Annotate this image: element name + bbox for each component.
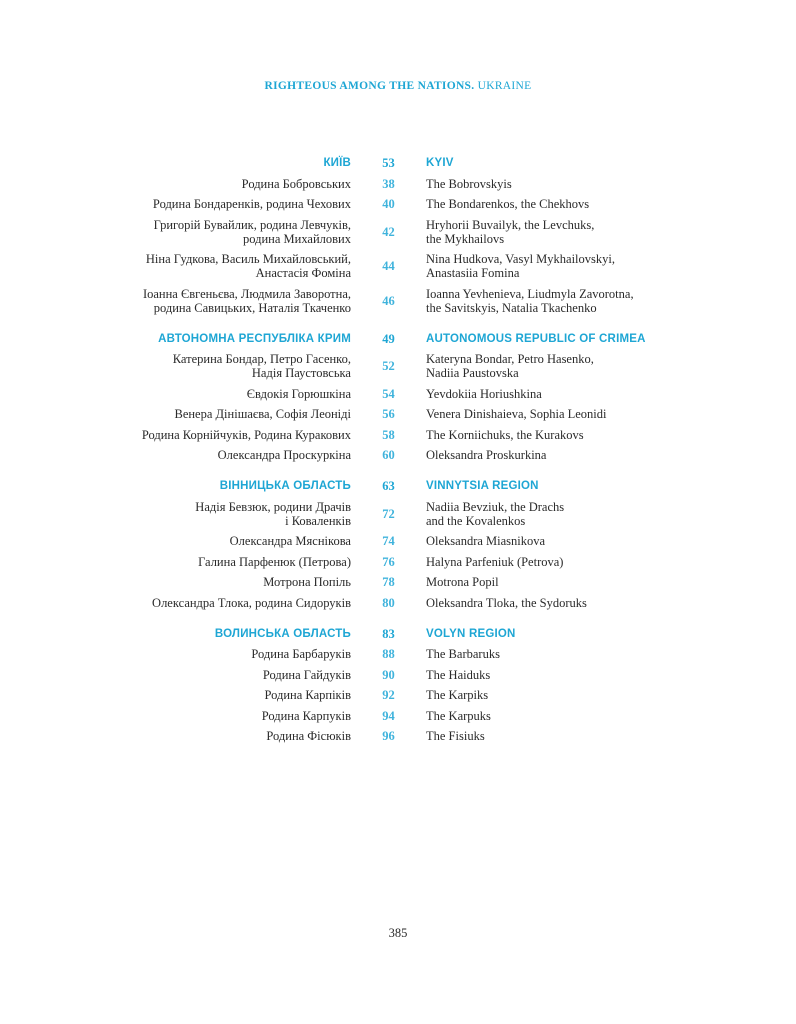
- entry-title-ua: [0, 448, 351, 462]
- entry-line-en: Nadiia Paustovska: [426, 366, 519, 380]
- entry-line-en: The Bondarenkos, the Chekhovs: [426, 197, 590, 211]
- entry-title-ua: [0, 596, 351, 610]
- entry-title-ua: [0, 555, 351, 569]
- entry-title-ua: [0, 287, 351, 315]
- section-title-ua: АВТОНОМНА РЕСПУБЛІКА КРИМ: [158, 332, 351, 345]
- folio-page-number: 385: [388, 926, 408, 940]
- toc-entry[interactable]: [0, 647, 796, 661]
- entry-line-ua: і Коваленків: [285, 513, 351, 528]
- section-heading[interactable]: [0, 479, 796, 493]
- entry-line-en: The Barbaruks: [426, 647, 500, 661]
- entry-line-en: The Korniichuks, the Kurakovs: [426, 427, 584, 442]
- header-title-regular: UKRAINE: [477, 80, 532, 92]
- entry-line-en: Kateryna Bondar, Petro Hasenko,: [426, 352, 594, 366]
- entry-title-en: [426, 448, 726, 462]
- toc-entry[interactable]: [0, 197, 796, 211]
- entry-title-ua: [0, 688, 351, 702]
- entry-page-number: 40: [382, 197, 395, 211]
- toc-entry[interactable]: [0, 387, 796, 401]
- entry-title-ua: [0, 668, 351, 682]
- toc-entry[interactable]: [0, 500, 796, 528]
- entry-page-number: 46: [382, 293, 395, 308]
- entry-title-en: [426, 647, 726, 661]
- toc-section: [0, 479, 796, 610]
- toc-entry[interactable]: [0, 352, 796, 380]
- toc-section: [0, 156, 796, 315]
- entry-title-ua: [0, 534, 351, 548]
- entry-title-en: [426, 352, 726, 380]
- entry-line-en: Nina Hudkova, Vasyl Mykhailovskyi,: [426, 252, 615, 266]
- entry-title-ua: [0, 218, 351, 246]
- entry-line-ua: Надія Паустовська: [251, 366, 351, 380]
- entry-title-en: [426, 688, 726, 702]
- entry-title-en: [426, 218, 726, 246]
- entry-line-en: Anastasiia Fomina: [426, 266, 520, 280]
- entry-title-ua: [0, 352, 351, 380]
- entry-page-number: 56: [382, 407, 395, 421]
- entry-title-en: [426, 252, 726, 280]
- entry-line-en: Hryhorii Buvailyk, the Levchuks,: [426, 217, 595, 232]
- section-page-number: 49: [382, 331, 395, 346]
- toc-entry[interactable]: [0, 407, 796, 421]
- entry-title-ua: [0, 252, 351, 280]
- entry-line-ua: Григорій Бувайлик, родина Левчуків,: [153, 217, 351, 232]
- toc-section: [0, 627, 796, 744]
- entry-line-en: The Haiduks: [426, 667, 491, 682]
- toc-entry[interactable]: [0, 448, 796, 462]
- entry-line-en: The Fisiuks: [426, 729, 485, 743]
- entry-line-en: Oleksandra Miasnikova: [426, 534, 546, 548]
- entry-title-ua: [0, 177, 351, 191]
- entry-title-en: [426, 197, 726, 211]
- entry-page-number: 38: [382, 176, 395, 191]
- entry-title-en: [426, 534, 726, 548]
- section-title-ua: ВІННИЦЬКА ОБЛАСТЬ: [219, 480, 351, 492]
- entry-line-ua: Євдокія Горюшкіна: [246, 386, 351, 401]
- toc-entry[interactable]: [0, 534, 796, 548]
- section-title-en: VOLYN REGION: [426, 627, 516, 640]
- entry-line-ua: Родина Карпуків: [261, 708, 351, 723]
- entry-title-en: [426, 500, 726, 528]
- entry-line-en: Oleksandra Tloka, the Sydoruks: [426, 595, 587, 610]
- entry-line-ua: Родина Гайдуків: [262, 667, 351, 682]
- entry-line-ua: Надія Бевзюк, родини Драчів: [195, 499, 351, 514]
- entry-title-ua: [0, 729, 351, 743]
- entry-title-en: [426, 555, 726, 569]
- entry-line-ua: Олександра Тлока, родина Сидоруків: [152, 595, 351, 610]
- entry-page-number: 58: [382, 427, 395, 442]
- entry-page-number: 54: [382, 386, 395, 401]
- entry-title-ua: [0, 387, 351, 401]
- entry-title-en: [426, 428, 726, 442]
- entry-line-ua: Олександра Мяснікова: [229, 534, 351, 548]
- section-heading[interactable]: [0, 156, 796, 170]
- entry-title-en: [426, 729, 726, 743]
- toc-entry[interactable]: [0, 729, 796, 743]
- entry-page-number: 42: [382, 224, 395, 239]
- entry-page-number: 80: [382, 595, 395, 610]
- section-title-en: VINNYTSIA REGION: [426, 480, 539, 492]
- entry-line-en: Venera Dinishaieva, Sophia Leonidi: [426, 407, 607, 421]
- section-page-number: 83: [382, 626, 395, 641]
- entry-line-ua: Венера Дінішаєва, Софія Леоніді: [174, 407, 351, 421]
- entry-title-ua: [0, 575, 351, 589]
- entry-line-ua: Анастасія Фоміна: [255, 266, 351, 280]
- entry-line-ua: Олександра Проскуркіна: [217, 448, 351, 462]
- entry-title-en: [426, 709, 726, 723]
- toc-entry[interactable]: [0, 688, 796, 702]
- entry-line-ua: Мотрона Попіль: [263, 575, 351, 589]
- running-header: [0, 80, 796, 92]
- entry-line-ua: Родина Фісюків: [266, 729, 351, 743]
- entry-title-ua: [0, 197, 351, 211]
- entry-title-en: [426, 287, 726, 315]
- toc-entry[interactable]: [0, 575, 796, 589]
- entry-line-ua: Родина Карпіків: [264, 688, 351, 702]
- entry-line-ua: Родина Корнійчуків, Родина Куракових: [141, 427, 351, 442]
- entry-page-number: 52: [382, 359, 395, 373]
- entry-line-en: The Karpuks: [426, 708, 491, 723]
- entry-page-number: 88: [382, 647, 395, 661]
- entry-title-ua: [0, 647, 351, 661]
- entry-title-ua: [0, 407, 351, 421]
- entry-line-ua: Іоанна Євгеньєва, Людмила Заворотна,: [142, 286, 351, 301]
- section-title-ua: ВОЛИНСЬКА ОБЛАСТЬ: [214, 627, 351, 640]
- section-page-number: 63: [382, 479, 395, 493]
- toc-entry[interactable]: [0, 428, 796, 442]
- entry-page-number: 60: [382, 448, 395, 462]
- entry-line-en: the Mykhailovs: [426, 231, 505, 246]
- entry-page-number: 44: [382, 259, 395, 273]
- entry-title-en: [426, 575, 726, 589]
- entry-line-en: Halyna Parfeniuk (Petrova): [426, 554, 564, 569]
- section-title-ua: КИЇВ: [323, 157, 351, 169]
- entry-page-number: 92: [382, 688, 395, 702]
- entry-title-en: [426, 596, 726, 610]
- section-title-en: KYIV: [426, 157, 454, 169]
- entry-line-en: and the Kovalenkos: [426, 513, 526, 528]
- entry-line-en: Nadiia Bevziuk, the Drachs: [426, 499, 565, 514]
- toc-entry[interactable]: [0, 555, 796, 569]
- toc-entry[interactable]: [0, 218, 796, 246]
- entry-page-number: 74: [382, 534, 395, 548]
- entry-line-ua: Родина Бондаренків, родина Чехових: [152, 197, 351, 211]
- entry-line-ua: родина Савицьких, Наталія Ткаченко: [153, 300, 351, 315]
- toc-section: [0, 332, 796, 463]
- entry-line-ua: родина Михайлових: [242, 231, 351, 246]
- entry-line-ua: Родина Барбаруків: [251, 647, 351, 661]
- entry-line-ua: Ніна Гудкова, Василь Михайловський,: [145, 252, 351, 266]
- entry-page-number: 76: [382, 554, 395, 569]
- toc-entry[interactable]: [0, 287, 796, 315]
- entry-title-en: [426, 407, 726, 421]
- entry-title-ua: [0, 428, 351, 442]
- entry-title-en: [426, 387, 726, 401]
- entry-line-ua: Родина Бобровських: [241, 176, 351, 191]
- toc-entry[interactable]: [0, 596, 796, 610]
- toc-entry[interactable]: [0, 252, 796, 280]
- toc-entry[interactable]: [0, 668, 796, 682]
- entry-line-ua: Галина Парфенюк (Петрова): [198, 554, 351, 569]
- toc-entry[interactable]: [0, 709, 796, 723]
- entry-page-number: 96: [382, 729, 395, 743]
- entry-line-en: Yevdokiia Horiushkina: [426, 386, 542, 401]
- entry-line-en: The Bobrovskyis: [426, 176, 512, 191]
- entry-line-en: Oleksandra Proskurkina: [426, 448, 547, 462]
- entry-title-en: [426, 668, 726, 682]
- entry-page-number: 72: [382, 506, 395, 521]
- entry-line-ua: Катерина Бондар, Петро Гасенко,: [172, 352, 351, 366]
- entry-line-en: Ioanna Yevhenieva, Liudmyla Zavorotna,: [426, 286, 634, 301]
- entry-title-en: [426, 177, 726, 191]
- section-heading[interactable]: [0, 332, 796, 346]
- table-of-contents: [0, 156, 796, 760]
- header-title-bold: RIGHTEOUS AMONG THE NATIONS.: [264, 80, 475, 92]
- entry-line-en: the Savitskyis, Natalia Tkachenko: [426, 300, 597, 315]
- entry-title-ua: [0, 709, 351, 723]
- entry-page-number: 94: [382, 708, 395, 723]
- toc-entry[interactable]: [0, 177, 796, 191]
- entry-page-number: 78: [382, 575, 395, 589]
- section-page-number: 53: [382, 156, 395, 170]
- entry-line-en: Motrona Popil: [426, 575, 499, 589]
- entry-page-number: 90: [382, 667, 395, 682]
- section-title-en: AUTONOMOUS REPUBLIC OF CRIMEA: [426, 332, 646, 345]
- section-heading[interactable]: [0, 627, 796, 641]
- entry-line-en: The Karpiks: [426, 688, 489, 702]
- entry-title-ua: [0, 500, 351, 528]
